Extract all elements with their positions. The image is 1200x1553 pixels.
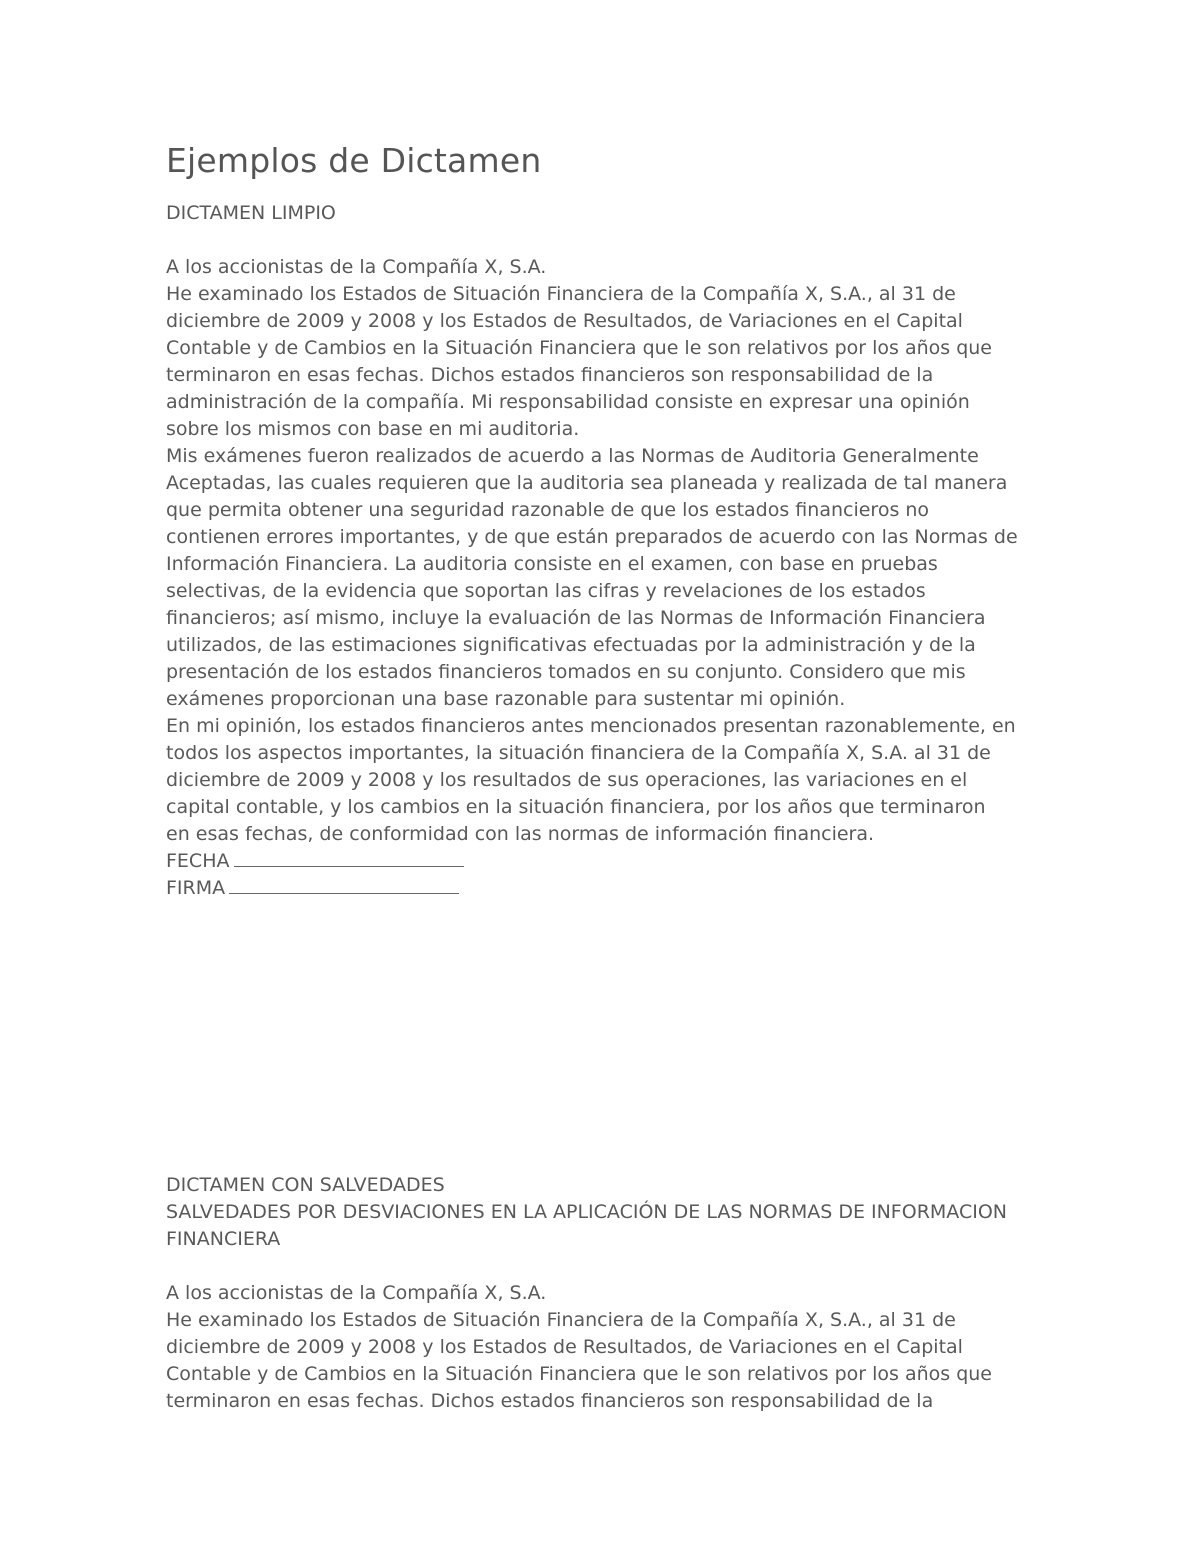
fecha-label: FECHA [166,850,230,872]
paragraph-line: financieros; así mismo, incluye la evaluación de las Normas de Información Financiera [166,607,986,629]
paragraph-line: sobre los mismos con base en mi auditoria. [166,418,580,440]
section-heading-dictamen-con-salvedades: DICTAMEN CON SALVEDADES [166,1174,445,1196]
firma-label: FIRMA [166,877,226,899]
section-1-body [166,254,1046,902]
paragraph-line: Mis exámenes fueron realizados de acuerdo a las Normas de Auditoria Generalmente [166,445,979,467]
paragraph-line: terminaron en esas fechas. Dichos estados financieros son responsabilidad de la [166,1390,934,1412]
document-title: Ejemplos de Dictamen [166,141,542,180]
paragraph-line: diciembre de 2009 y 2008 y los Estados de Resultados, de Variaciones en el Capital [166,310,963,332]
paragraph-line: Información Financiera. La auditoria consiste en el examen, con base en pruebas [166,553,938,575]
paragraph-line: presentación de los estados financieros tomados en su conjunto. Considero que mis [166,661,966,683]
firma-signature-line [229,875,459,894]
paragraph-line: terminaron en esas fechas. Dichos estados financieros son responsabilidad de la [166,364,934,386]
section-subheading-line: SALVEDADES POR DESVIACIONES EN LA APLICACIÓN DE LAS NORMAS DE INFORMACION [166,1201,1007,1223]
paragraph-line: Contable y de Cambios en la Situación Financiera que le son relativos por los años que [166,337,992,359]
paragraph-line: exámenes proporcionan una base razonable para sustentar mi opinión. [166,688,846,710]
fecha-row [166,848,1046,875]
paragraph-line: selectivas, de la evidencia que soportan las cifras y revelaciones de los estados [166,580,926,602]
blank-line [166,227,1046,254]
paragraph-line: todos los aspectos importantes, la situación financiera de la Compañía X, S.A. al 31 de [166,742,991,764]
page-gap [166,902,1046,1172]
fecha-signature-line [234,848,464,867]
paragraph-line: capital contable, y los cambios en la situación financiera, por los años que terminaron [166,796,986,818]
section-heading-dictamen-limpio: DICTAMEN LIMPIO [166,202,336,224]
paragraph-line: diciembre de 2009 y 2008 y los Estados de Resultados, de Variaciones en el Capital [166,1336,963,1358]
paragraph-line: He examinado los Estados de Situación Financiera de la Compañía X, S.A., al 31 de [166,1309,956,1331]
section-subheading-line: FINANCIERA [166,1228,281,1250]
blank-line [166,1253,1046,1280]
paragraph-line: He examinado los Estados de Situación Financiera de la Compañía X, S.A., al 31 de [166,283,956,305]
paragraph-line: en esas fechas, de conformidad con las normas de información financiera. [166,823,875,845]
section-2-body [166,1280,1046,1415]
paragraph-line: A los accionistas de la Compañía X, S.A. [166,256,547,278]
paragraph-line: contienen errores importantes, y de que están preparados de acuerdo con las Normas de [166,526,1018,548]
document-content [166,140,1046,1415]
firma-row [166,875,1046,902]
paragraph-line: Contable y de Cambios en la Situación Financiera que le son relativos por los años que [166,1363,992,1385]
paragraph-line: Aceptadas, las cuales requieren que la auditoria sea planeada y realizada de tal manera [166,472,1008,494]
paragraph-line: A los accionistas de la Compañía X, S.A. [166,1282,547,1304]
paragraph-line: diciembre de 2009 y 2008 y los resultados de sus operaciones, las variaciones en el [166,769,968,791]
paragraph-line: administración de la compañía. Mi responsabilidad consiste en expresar una opinión [166,391,970,413]
paragraph-line: En mi opinión, los estados financieros antes mencionados presentan razonablemente, en [166,715,1016,737]
paragraph-line: utilizados, de las estimaciones significativas efectuadas por la administración y de la [166,634,976,656]
paragraph-line: que permita obtener una seguridad razonable de que los estados financieros no [166,499,930,521]
